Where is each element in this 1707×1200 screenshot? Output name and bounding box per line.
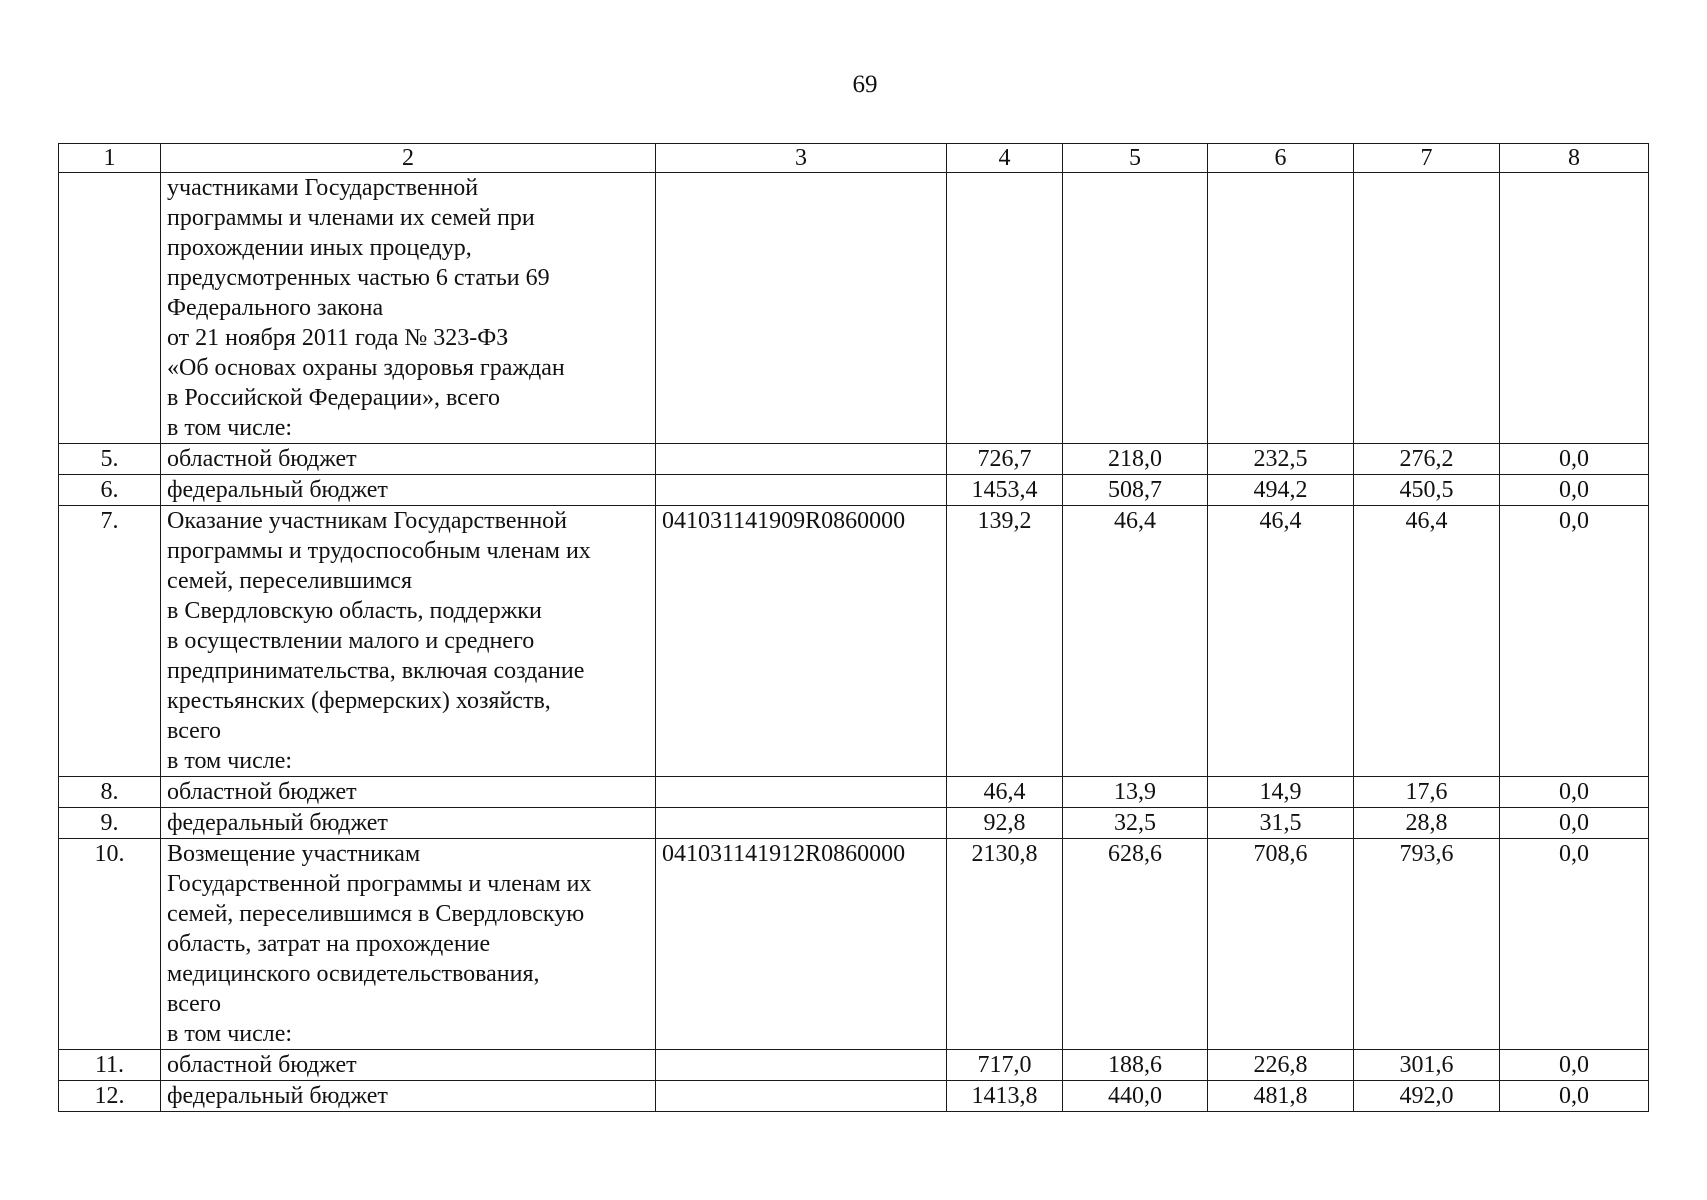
- value-cell-col8: 0,0: [1500, 444, 1649, 475]
- value-cell-col6: 46,4: [1208, 506, 1354, 777]
- value-cell-col5: 440,0: [1063, 1081, 1208, 1112]
- description-cell: областной бюджет: [161, 444, 656, 475]
- budget-code-cell: [656, 1081, 947, 1112]
- row-number-cell: 11.: [59, 1050, 161, 1081]
- value-cell-col7: 450,5: [1354, 475, 1500, 506]
- description-cell: участниками Государственной программы и членами их семей при прохождении иных процедур, предусмотренных частью 6 статьи 69 Федерального закона от 21 ноября 2011 года № 323-ФЗ «Об основах охраны здоровья граждан в Российской Федерации», всего в том числе:: [161, 173, 656, 444]
- header-cell-7: 7: [1354, 144, 1500, 173]
- value-cell-col4: 46,4: [947, 777, 1063, 808]
- value-cell-col7: 301,6: [1354, 1050, 1500, 1081]
- value-cell-col4: 726,7: [947, 444, 1063, 475]
- value-cell-col4: 92,8: [947, 808, 1063, 839]
- value-cell-col5: 46,4: [1063, 506, 1208, 777]
- value-cell-col7: [1354, 173, 1500, 444]
- row-number-cell: [59, 173, 161, 444]
- budget-code-cell: 041031141909R0860000: [656, 506, 947, 777]
- header-cell-3: 3: [656, 144, 947, 173]
- value-cell-col5: 188,6: [1063, 1050, 1208, 1081]
- table-row: [59, 839, 1649, 1050]
- value-cell-col4: 139,2: [947, 506, 1063, 777]
- value-cell-col8: 0,0: [1500, 1050, 1649, 1081]
- value-cell-col7: 276,2: [1354, 444, 1500, 475]
- value-cell-col7: 28,8: [1354, 808, 1500, 839]
- value-cell-col7: 17,6: [1354, 777, 1500, 808]
- row-number-cell: 9.: [59, 808, 161, 839]
- budget-code-cell: [656, 173, 947, 444]
- value-cell-col4: 2130,8: [947, 839, 1063, 1050]
- value-cell-col8: 0,0: [1500, 506, 1649, 777]
- value-cell-col6: 226,8: [1208, 1050, 1354, 1081]
- value-cell-col5: 13,9: [1063, 777, 1208, 808]
- value-cell-col7: 492,0: [1354, 1081, 1500, 1112]
- page-number: 69: [852, 71, 878, 98]
- value-cell-col6: 481,8: [1208, 1081, 1354, 1112]
- budget-table: [58, 143, 1649, 1112]
- table-row: [59, 808, 1649, 839]
- budget-code-cell: [656, 777, 947, 808]
- value-cell-col7: 793,6: [1354, 839, 1500, 1050]
- header-cell-8: 8: [1500, 144, 1649, 173]
- description-cell: федеральный бюджет: [161, 475, 656, 506]
- description-cell: федеральный бюджет: [161, 1081, 656, 1112]
- value-cell-col5: 32,5: [1063, 808, 1208, 839]
- value-cell-col6: 494,2: [1208, 475, 1354, 506]
- description-cell: областной бюджет: [161, 777, 656, 808]
- value-cell-col4: [947, 173, 1063, 444]
- header-cell-2: 2: [161, 144, 656, 173]
- table-row: [59, 506, 1649, 777]
- description-cell: областной бюджет: [161, 1050, 656, 1081]
- table-row: [59, 1081, 1649, 1112]
- header-cell-4: 4: [947, 144, 1063, 173]
- value-cell-col6: 31,5: [1208, 808, 1354, 839]
- table-row: [59, 1050, 1649, 1081]
- header-cell-5: 5: [1063, 144, 1208, 173]
- table-row: [59, 444, 1649, 475]
- description-cell: федеральный бюджет: [161, 808, 656, 839]
- value-cell-col5: 628,6: [1063, 839, 1208, 1050]
- header-cell-1: 1: [59, 144, 161, 173]
- table-row: [59, 475, 1649, 506]
- value-cell-col4: 1453,4: [947, 475, 1063, 506]
- value-cell-col6: 232,5: [1208, 444, 1354, 475]
- row-number-cell: 10.: [59, 839, 161, 1050]
- description-cell: Возмещение участникам Государственной программы и членам их семей, переселившимся в Свердловскую область, затрат на прохождение медицинского освидетельствования, всего в том числе:: [161, 839, 656, 1050]
- budget-code-cell: [656, 808, 947, 839]
- value-cell-col5: 218,0: [1063, 444, 1208, 475]
- value-cell-col4: 1413,8: [947, 1081, 1063, 1112]
- budget-code-cell: [656, 444, 947, 475]
- value-cell-col7: 46,4: [1354, 506, 1500, 777]
- header-cell-6: 6: [1208, 144, 1354, 173]
- value-cell-col6: 14,9: [1208, 777, 1354, 808]
- budget-code-cell: 041031141912R0860000: [656, 839, 947, 1050]
- row-number-cell: 6.: [59, 475, 161, 506]
- value-cell-col6: [1208, 173, 1354, 444]
- value-cell-col5: 508,7: [1063, 475, 1208, 506]
- value-cell-col8: 0,0: [1500, 777, 1649, 808]
- value-cell-col8: 0,0: [1500, 839, 1649, 1050]
- value-cell-col8: [1500, 173, 1649, 444]
- row-number-cell: 8.: [59, 777, 161, 808]
- budget-code-cell: [656, 1050, 947, 1081]
- table-row: [59, 777, 1649, 808]
- row-number-cell: 12.: [59, 1081, 161, 1112]
- value-cell-col8: 0,0: [1500, 808, 1649, 839]
- row-number-cell: 7.: [59, 506, 161, 777]
- budget-code-cell: [656, 475, 947, 506]
- table-row: [59, 173, 1649, 444]
- value-cell-col6: 708,6: [1208, 839, 1354, 1050]
- value-cell-col8: 0,0: [1500, 475, 1649, 506]
- description-cell: Оказание участникам Государственной программы и трудоспособным членам их семей, переселившимся в Свердловскую область, поддержки в осуществлении малого и среднего предпринимательства, включая создание крестьянских (фермерских) хозяйств, всего в том числе:: [161, 506, 656, 777]
- table-header-row: [59, 144, 1649, 173]
- value-cell-col5: [1063, 173, 1208, 444]
- value-cell-col8: 0,0: [1500, 1081, 1649, 1112]
- row-number-cell: 5.: [59, 444, 161, 475]
- value-cell-col4: 717,0: [947, 1050, 1063, 1081]
